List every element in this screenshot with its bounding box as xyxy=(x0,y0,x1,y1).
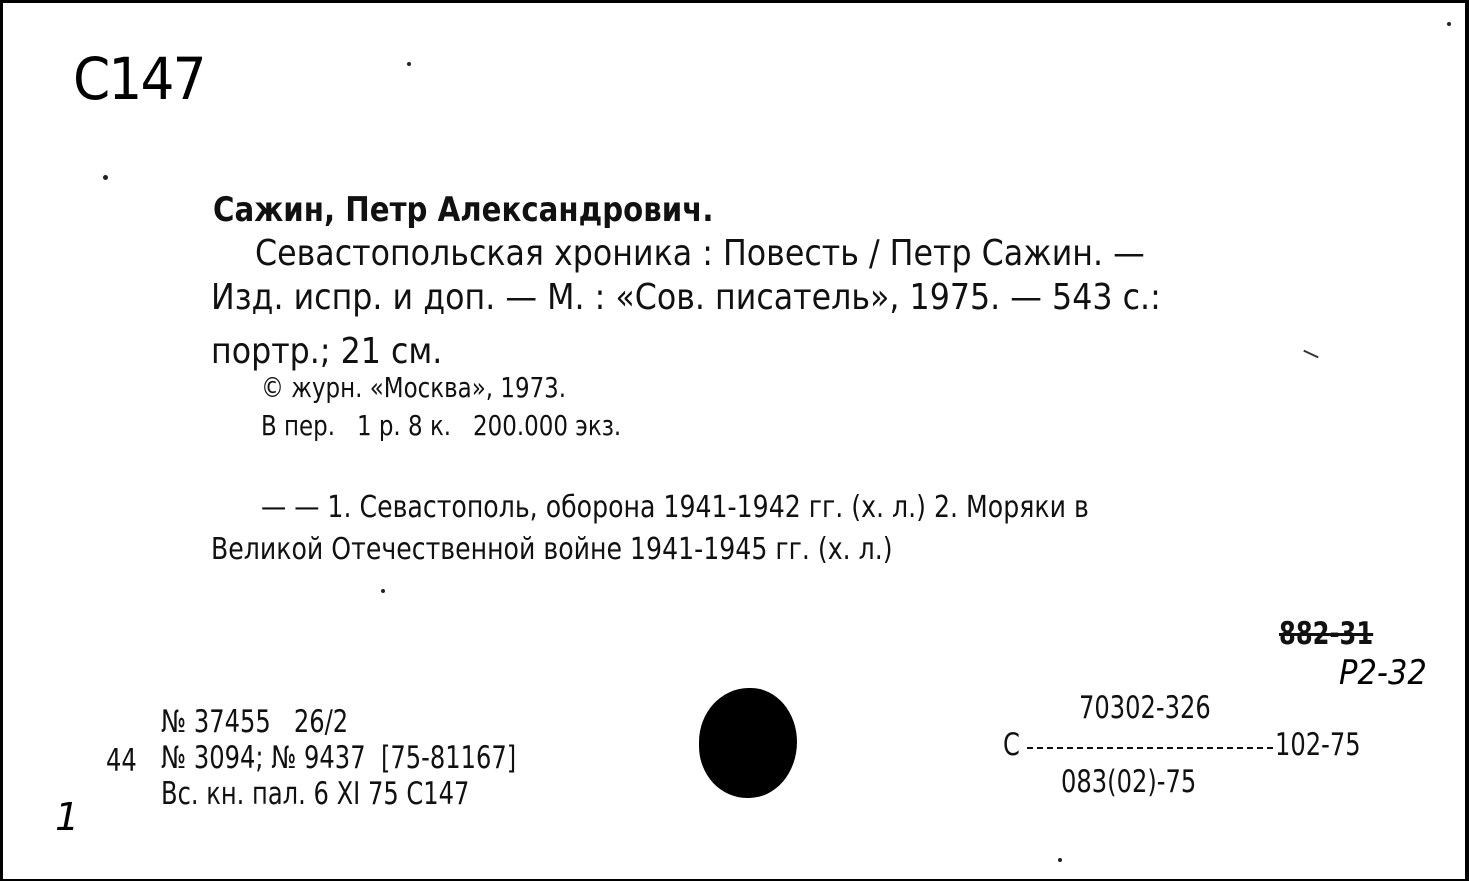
speck xyxy=(1058,858,1062,862)
catalog-number-line-3: Вс. кн. пал. 6 XI 75 С147 xyxy=(161,776,470,812)
catalog-prefix: 44 xyxy=(106,743,137,779)
formula-denominator: 083(02)-75 xyxy=(1061,764,1197,800)
subject-line-2: Великой Отечественной войне 1941-1945 гг. (х. л.) xyxy=(211,532,893,567)
formula-fraction-line xyxy=(1027,747,1273,749)
crossed-classification: 882-31 xyxy=(1279,616,1374,652)
copyright-line: © журн. «Москва», 1973. xyxy=(261,371,567,404)
speck xyxy=(1447,22,1451,26)
speck xyxy=(1303,350,1318,359)
subject-line-1: — — 1. Севастополь, оборона 1941-1942 гг. (х. л.) 2. Моряки в xyxy=(261,490,1089,525)
speck xyxy=(381,589,385,593)
physical-line: портр.; 21 см. xyxy=(211,331,443,372)
handwritten-call-number: С147 xyxy=(73,45,205,113)
formula-letter: С xyxy=(1003,727,1020,763)
handwritten-classification: Р2-32 xyxy=(1339,653,1427,693)
title-line: Севастопольская хроника : Повесть / Петр Сажин. — xyxy=(255,233,1145,274)
speck xyxy=(103,175,108,180)
author-heading: Сажин, Петр Александрович. xyxy=(213,190,714,230)
formula-numerator: 70302-326 xyxy=(1079,690,1211,726)
price-line: В пер. 1 р. 8 к. 200.000 экз. xyxy=(261,409,622,442)
edition-line: Изд. испр. и доп. — М. : «Сов. писатель», 1975. — 543 с.: xyxy=(211,277,1161,318)
corner-mark: 1 xyxy=(55,795,80,839)
catalog-number-line-2: № 3094; № 9437 [75-81167] xyxy=(161,740,517,776)
formula-suffix: 102-75 xyxy=(1275,727,1361,763)
speck xyxy=(407,62,411,66)
punch-hole xyxy=(699,688,797,798)
catalog-number-line-1: № 37455 26/2 xyxy=(161,704,349,740)
